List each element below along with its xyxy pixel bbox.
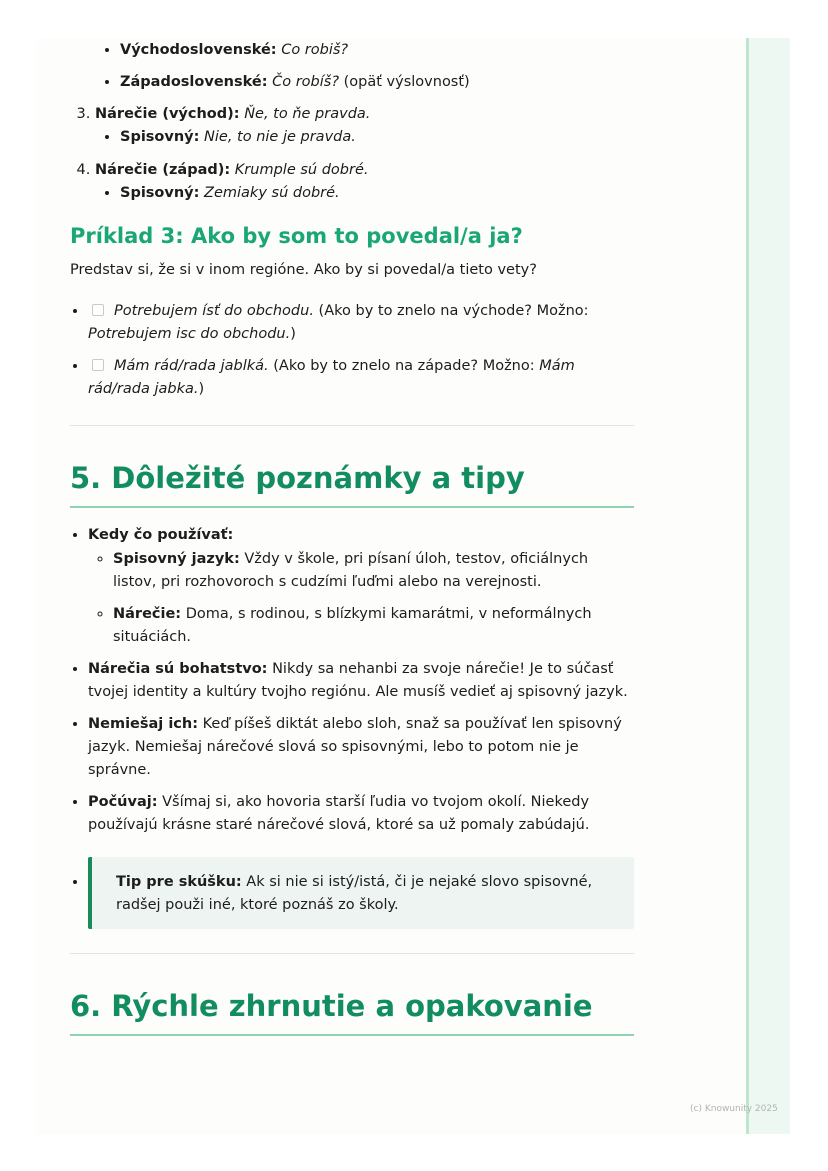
list-item: • Potrebujem ísť do obchodu. (Ako by to znelo na východe? Možno: Potrebujem isc do obchodu.) [88,300,634,346]
dialect-examples-list [70,39,634,94]
list-item: • Nemiešaj ich: Keď píšeš diktát alebo sloh, snaž sa používať len spisovný jazyk. Nemiešaj nárečové slová so spisovnými, lebo to potom nie je správne. [88,713,634,782]
numbered-examples-list [70,103,634,205]
list-item: ◦ Nárečie: Doma, s rodinou, s blízkymi kamarátmi, v neformálnych situáciách. [113,603,634,649]
list-item: 4. Nárečie (západ): Krumple sú dobré. • Spisovný: Zemiaky sú dobré. [95,159,634,205]
example3-heading: Príklad 3: Ako by som to povedal/a ja? [70,224,523,248]
section-divider [70,425,634,426]
list-item: • Západoslovenské: Čo robíš? (opäť výslovnosť) [120,71,634,94]
list-item: • Počúvaj: Všímaj si, ako hovoria starší ľudia vo tvojom okolí. Niekedy používajú krásne staré nárečové slová, ktoré sa už pomaly zabúdajú. [88,791,634,837]
side-band [746,38,790,1134]
checkbox-icon[interactable] [92,359,104,371]
list-item: • Mám rád/rada jablká. (Ako by to znelo na západe? Možno: Mám rád/rada jabka.) [88,355,634,401]
exam-tip-callout: • Tip pre skúšku: Ak si nie si istý/istá, či je nejaké slovo spisovné, radšej použi iné, ktoré poznáš zo školy. [88,857,634,929]
document-page [36,38,790,1134]
section5-heading: 5. Dôležité poznámky a tipy [70,458,634,508]
copyright-footer: (c) Knowunity 2025 [690,1104,778,1114]
list-item: ◦ Spisovný jazyk: Vždy v škole, pri písaní úloh, testov, oficiálnych listov, pri rozhovoroch s cudzími ľuďmi alebo na verejnosti. [113,548,634,594]
page-content [70,38,634,1036]
tips-list [70,524,634,929]
list-item: 3. Nárečie (východ): Ňe, to ňe pravda. • Spisovný: Nie, to nie je pravda. [95,103,634,149]
list-item: • Kedy čo používať: ◦ Spisovný jazyk: Vždy v škole, pri písaní úloh, testov, oficiálnych listov, pri rozhovoroch s cudzími ľuďmi alebo na verejnosti. ◦ Nárečie: Doma, s rodinou, s blízkymi kamarátmi, v neformálnych situáciách. [88,524,634,649]
list-item: • Spisovný: Nie, to nie je pravda. [120,126,634,149]
list-item: • Spisovný: Zemiaky sú dobré. [120,182,634,205]
example3-intro: Predstav si, že si v inom regióne. Ako by si povedal/a tieto vety? [70,262,537,278]
section6-heading: 6. Rýchle zhrnutie a opakovanie [70,986,634,1036]
list-item: • Nárečia sú bohatstvo: Nikdy sa nehanbi za svoje nárečie! Je to súčasť tvojej identity a kultúry tvojho regiónu. Ale musíš vedieť aj spisovný jazyk. [88,658,634,704]
example3-checklist [70,300,634,401]
checkbox-icon[interactable] [92,304,104,316]
section-divider [70,953,634,954]
list-item: • Východoslovenské: Co robiš? [120,39,634,62]
list-item [88,857,634,929]
